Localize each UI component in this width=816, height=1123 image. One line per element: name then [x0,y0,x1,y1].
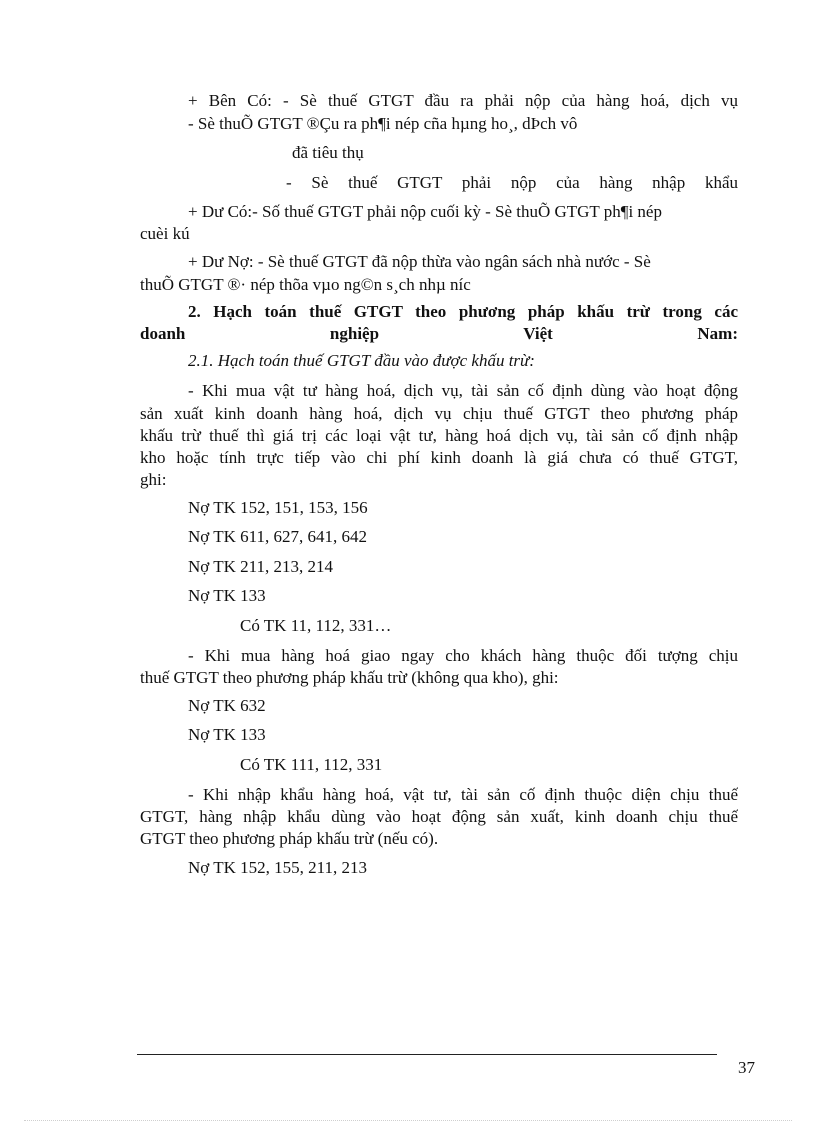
journal-entry: Nợ TK 152, 151, 153, 156 [188,498,368,517]
text-line: sản xuất kinh doanh hàng hoá, dịch vụ chịu thuế GTGT theo phương pháp [140,404,738,423]
text-line: đã tiêu thụ [292,143,364,162]
section-heading: 2. Hạch toán thuế GTGT theo phương pháp khấu trừ trong các [188,302,738,321]
text-line: - Sè thuế GTGT phải nộp của hàng nhập khẩu [286,173,738,192]
journal-entry: Nợ TK 133 [188,725,266,744]
journal-entry: Có TK 111, 112, 331 [240,755,383,774]
text-line: + Dư Nợ: - Sè thuế GTGT đã nộp thừa vào ngân sách nhà nước - Sè [188,252,651,271]
text-line: - Sè thuÕ GTGT ®Çu ra ph¶i nép cña hµng ho¸, dÞch vô [188,114,578,133]
text-line: + Bên Có: - Sè thuế GTGT đầu ra phải nộp của hàng hoá, dịch vụ [188,91,738,110]
text-line: thuế GTGT theo phương pháp khấu trừ (không qua kho), ghi: [140,668,559,687]
page-number: 37 [738,1058,755,1077]
text-line: thuÕ GTGT ®· nép thõa vµo ng©n s¸ch nhµ níc [140,275,471,294]
journal-entry: Nợ TK 133 [188,586,266,605]
page-edge-divider [24,1120,792,1121]
text-line: - Khi nhập khẩu hàng hoá, vật tư, tài sản cố định thuộc diện chịu thuế [188,785,738,804]
journal-entry: Nợ TK 611, 627, 641, 642 [188,527,367,546]
text-line: khấu trừ thuế thì giá trị các loại vật tư, hàng hoá dịch vụ, tài sản cố định nhập [140,426,738,445]
text-line: + Dư Có:- Số thuế GTGT phải nộp cuối kỳ - Sè thuÕ GTGT ph¶i nép [188,202,662,221]
text-line: GTGT theo phương pháp khấu trừ (nếu có). [140,829,439,848]
text-line: - Khi mua vật tư hàng hoá, dịch vụ, tài sản cố định dùng vào hoạt động [188,381,738,400]
section-heading: doanh nghiệp Việt Nam: [140,324,738,343]
journal-entry: Nợ TK 211, 213, 214 [188,557,333,576]
text-line: cuèi kú [140,224,190,243]
text-line: GTGT, hàng nhập khẩu dùng vào hoạt động sản xuất, kinh doanh chịu thuế [140,807,738,826]
text-line: ghi: [140,470,167,489]
subsection-heading: 2.1. Hạch toán thuế GTGT đầu vào được khấu trừ: [188,351,535,370]
text-line: - Khi mua hàng hoá giao ngay cho khách hàng thuộc đối tượng chịu [188,646,738,665]
journal-entry: Nợ TK 632 [188,696,266,715]
journal-entry: Nợ TK 152, 155, 211, 213 [188,858,367,877]
journal-entry: Có TK 11, 112, 331… [240,616,392,635]
footer-rule [137,1054,717,1055]
text-line: kho hoặc tính trực tiếp vào chi phí kinh doanh là giá chưa có thuế GTGT, [140,448,738,467]
